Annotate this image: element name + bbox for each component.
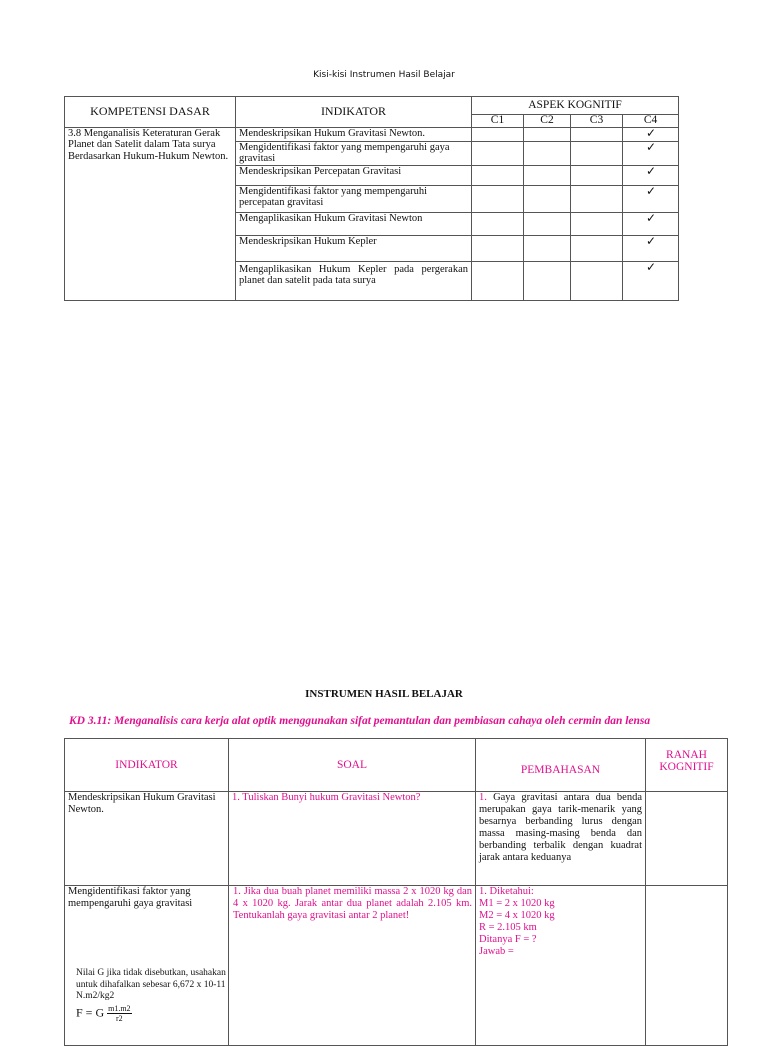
indikator-cell: Mendeskripsikan Hukum Kepler [236,235,472,261]
check-c4: ✓ [623,141,679,165]
soal-cell: 1. Tuliskan Bunyi hukum Gravitasi Newton? [229,792,476,886]
header-kompetensi-dasar: KOMPETENSI DASAR [65,97,236,128]
indikator-cell: Mendeskripsikan Percepatan Gravitasi [236,165,472,185]
kd-statement: KD 3.11: Menganalisis cara kerja alat optik menggunakan sifat pemantulan dan pembiasan cahaya oleh cermin dan lensa [69,715,651,727]
header-ranah-kognitif: RANAH KOGNITIF [646,739,728,792]
check-c4: ✓ [623,235,679,261]
kompetensi-dasar-cell: 3.8 Menganalisis Keteraturan Gerak Planet dan Satelit dalam Tata surya Berdasarkan Hukum-Hukum Newton. [65,127,236,300]
header-pembahasan: PEMBAHASAN [476,739,646,792]
header-soal: SOAL [229,739,476,792]
header-indikator: INDIKATOR [236,97,472,128]
pembahasan-line: 1. Diketahui: [479,886,534,897]
page-title-instrumen: INSTRUMEN HASIL BELAJAR [305,688,463,700]
gravity-formula [76,1004,132,1023]
header-aspek-kognitif: ASPEK KOGNITIF [472,97,679,115]
pembahasan-number: 1. [479,792,487,803]
header-indikator: INDIKATOR [65,739,229,792]
indikator-cell: Mengaplikasikan Hukum Kepler pada pergerakan planet dan satelit pada tata surya [236,261,472,300]
formula-numerator: m1.m2 [108,1004,131,1013]
pembahasan-line: M2 = 4 x 1020 kg [479,910,555,921]
check-c4: ✓ [623,165,679,185]
indikator-cell: Mendeskripsikan Hukum Gravitasi Newton. [236,127,472,141]
check-c4: ✓ [623,261,679,300]
indikator-cell: Mendeskripsikan Hukum Gravitasi Newton. [65,792,229,886]
pembahasan-cell [476,792,646,886]
formula-lhs: F = G [76,1005,105,1020]
check-c4: ✓ [623,212,679,235]
header-c2: C2 [524,115,571,128]
header-c1: C1 [472,115,524,128]
pembahasan-line: Ditanya F = ? [479,934,537,945]
check-c4: ✓ [623,185,679,212]
pembahasan-text: Gaya gravitasi antara dua benda merupakan gaya tarik-menarik yang besarnya berbanding lurus dengan massa masing-masing benda dan berbanding terbalik dengan kuadrat jarak antara keduanya [479,792,642,863]
pembahasan-line: R = 2.105 km [479,922,537,933]
check-c4: ✓ [623,127,679,141]
indikator-cell: Mengidentifikasi faktor yang mempengaruhi percepatan gravitasi [236,185,472,212]
soal-cell: 1. Jika dua buah planet memiliki massa 2 x 1020 kg dan 4 x 1020 kg. Jarak antar dua planet adalah 2.105 km. Tentukanlah gaya gravitasi antar 2 planet! [229,886,476,1046]
page-title-kisi-kisi: Kisi-kisi Instrumen Hasil Belajar [313,70,455,80]
indikator-cell: Mengidentifikasi faktor yang mempengaruhi gaya gravitasi [65,886,229,1046]
pembahasan-line: Jawab = [479,946,514,957]
header-c4: C4 [623,115,679,128]
pembahasan-cell [476,886,646,1046]
kisi-kisi-table [64,96,679,301]
indikator-cell: Mengidentifikasi faktor yang mempengaruhi gaya gravitasi [236,141,472,165]
formula-fraction [107,1004,131,1023]
ranah-cell [646,792,728,886]
pembahasan-line: M1 = 2 x 1020 kg [479,898,555,909]
formula-denominator: r2 [116,1014,123,1023]
gravitational-constant-note: Nilai G jika tidak disebutkan, usahakan untuk dihafalkan sebesar 6,672 x 10-11 N.m2/kg2 [76,968,226,1001]
header-c3: C3 [571,115,623,128]
indikator-cell: Mengaplikasikan Hukum Gravitasi Newton [236,212,472,235]
ranah-cell [646,886,728,1046]
